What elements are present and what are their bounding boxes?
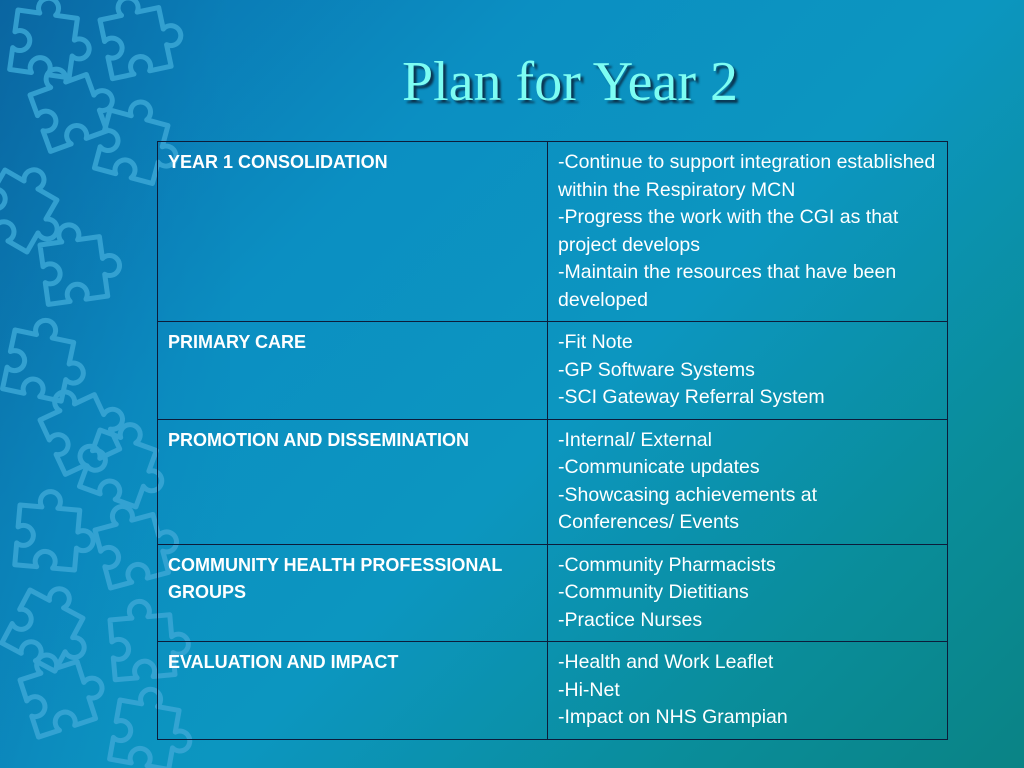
row-heading: COMMUNITY HEALTH PROFESSIONAL GROUPS: [158, 544, 548, 642]
table-row: [158, 544, 948, 642]
list-item: -Impact on NHS Grampian: [558, 706, 788, 728]
list-item: -Maintain the resources that have been developed: [558, 261, 897, 311]
plan-table: [157, 141, 948, 740]
row-items: [548, 322, 948, 420]
table-row: [158, 642, 948, 740]
row-heading: PROMOTION AND DISSEMINATION: [158, 419, 548, 544]
row-items: [548, 642, 948, 740]
table-row: [158, 419, 948, 544]
slide-title: Plan for Year 2: [402, 51, 738, 113]
table-row: [158, 142, 948, 322]
row-items: [548, 142, 948, 322]
list-item: -Communicate updates: [558, 456, 760, 478]
table-row: [158, 322, 948, 420]
row-items: [548, 544, 948, 642]
list-item: -SCI Gateway Referral System: [558, 386, 825, 408]
list-item: -Health and Work Leaflet: [558, 651, 774, 673]
list-item: -Hi-Net: [558, 678, 620, 701]
list-item: -Practice Nurses: [558, 608, 703, 631]
list-item: -Fit Note: [558, 331, 633, 353]
list-item: -Community Pharmacists: [558, 553, 776, 576]
row-heading: YEAR 1 CONSOLIDATION: [158, 142, 548, 322]
list-item: -Progress the work with the CGI as that project develops: [558, 206, 899, 256]
list-item: -Showcasing achievements at Conferences/ Events: [558, 483, 818, 533]
row-items: [548, 419, 948, 544]
row-heading: EVALUATION AND IMPACT: [158, 642, 548, 740]
row-heading: PRIMARY CARE: [158, 322, 548, 420]
list-item: -Internal/ External: [558, 428, 712, 451]
list-item: -Continue to support integration established within the Respiratory MCN: [558, 151, 936, 201]
list-item: -GP Software Systems: [558, 358, 755, 381]
list-item: -Community Dietitians: [558, 581, 749, 603]
